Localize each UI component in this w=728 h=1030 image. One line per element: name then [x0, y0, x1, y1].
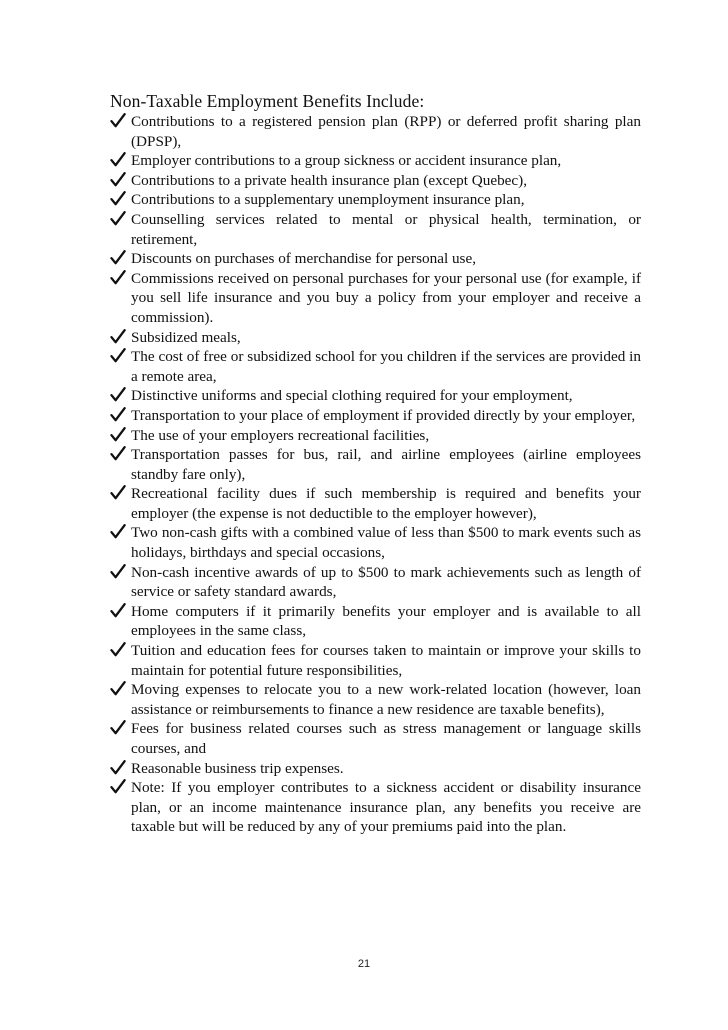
check-mark-icon — [110, 249, 128, 268]
check-mark-icon — [110, 426, 128, 445]
check-mark-icon — [110, 602, 128, 621]
list-item-text: Moving expenses to relocate you to a new work-related location (however, loan assistance or reimbursements to finance a new residence are taxable benefits), — [131, 681, 641, 718]
check-mark-icon — [110, 269, 128, 288]
list-item — [110, 641, 641, 680]
list-item-text: The cost of free or subsidized school for you children if the services are provided in a remote area, — [131, 348, 641, 385]
list-item-text: Distinctive uniforms and special clothing required for your employment, — [131, 387, 573, 405]
check-mark-icon — [110, 190, 128, 209]
check-mark-icon — [110, 778, 128, 797]
list-item — [110, 328, 641, 348]
check-mark-icon — [110, 563, 128, 582]
list-item — [110, 602, 641, 641]
check-mark-icon — [110, 151, 128, 170]
list-item — [110, 426, 641, 446]
check-mark-icon — [110, 347, 128, 366]
list-item — [110, 386, 641, 406]
list-item — [110, 190, 641, 210]
list-item-text: Contributions to a supplementary unemployment insurance plan, — [131, 191, 525, 209]
list-item-text: Discounts on purchases of merchandise for personal use, — [131, 250, 476, 268]
check-mark-icon — [110, 680, 128, 699]
check-mark-icon — [110, 719, 128, 738]
list-item-text: Recreational facility dues if such membership is required and benefits your employer (the expense is not deductible to the employer however), — [131, 485, 641, 522]
list-item-text: Home computers if it primarily benefits your employer and is available to all employees in the same class, — [131, 602, 641, 640]
list-item-text: Contributions to a registered pension plan (RPP) or deferred profit sharing plan (DPSP), — [131, 113, 641, 150]
list-item-text: The use of your employers recreational facilities, — [131, 426, 430, 444]
check-mark-icon — [110, 484, 128, 503]
list-item — [110, 112, 641, 151]
page-content — [110, 90, 641, 837]
list-item — [110, 151, 641, 171]
list-item-text: Two non-cash gifts with a combined value of less than $500 to mark events such as holidays, birthdays and special occasions, — [131, 524, 641, 562]
list-item-text: Subsidized meals, — [131, 328, 241, 346]
list-item-text: Counselling services related to mental or physical health, termination, or retirement, — [131, 210, 641, 248]
section-heading: Non-Taxable Employment Benefits Include: — [110, 91, 425, 111]
list-item — [110, 445, 641, 484]
list-item — [110, 171, 641, 191]
check-mark-icon — [110, 112, 128, 131]
check-mark-icon — [110, 386, 128, 405]
list-item-text: Transportation to your place of employment if provided directly by your employer, — [131, 406, 636, 424]
list-item — [110, 719, 641, 758]
check-mark-icon — [110, 523, 128, 542]
list-item — [110, 406, 641, 426]
list-item-text: Employer contributions to a group sickness or accident insurance plan, — [131, 152, 562, 170]
list-item — [110, 484, 641, 523]
list-item-text: Reasonable business trip expenses. — [131, 759, 344, 777]
list-item-text: Non-cash incentive awards of up to $500 to mark achievements such as length of service or safety standard awards, — [131, 563, 641, 601]
list-item-text: Commissions received on personal purchases for your personal use (for example, if you sell life insurance and you buy a policy from your employer and receive a commission). — [131, 269, 641, 326]
list-item-text: Tuition and education fees for courses taken to maintain or improve your skills to maintain for potential future responsibilities, — [131, 642, 641, 679]
check-mark-icon — [110, 328, 128, 347]
list-item — [110, 249, 641, 269]
list-item — [110, 680, 641, 719]
list-item — [110, 347, 641, 386]
list-item — [110, 563, 641, 602]
check-mark-icon — [110, 759, 128, 778]
check-mark-icon — [110, 641, 128, 660]
check-mark-icon — [110, 171, 128, 190]
list-item-text: Fees for business related courses such as stress management or language skills courses, and — [131, 720, 641, 757]
list-item — [110, 269, 641, 328]
list-item — [110, 210, 641, 249]
list-item — [110, 778, 641, 837]
list-item — [110, 523, 641, 562]
page-number: 21 — [357, 958, 371, 970]
list-item-text: Transportation passes for bus, rail, and airline employees (airline employees standby fare only), — [131, 446, 641, 483]
check-mark-icon — [110, 445, 128, 464]
list-item — [110, 759, 641, 779]
benefits-list — [110, 112, 641, 837]
list-item-text: Contributions to a private health insurance plan (except Quebec), — [131, 171, 528, 189]
list-item-text: Note: If you employer contributes to a sickness accident or disability insurance plan, or an income maintenance insurance plan, any benefits you receive are taxable but will be reduced by any of your premiums paid into the plan. — [131, 779, 641, 836]
check-mark-icon — [110, 210, 128, 229]
check-mark-icon — [110, 406, 128, 425]
